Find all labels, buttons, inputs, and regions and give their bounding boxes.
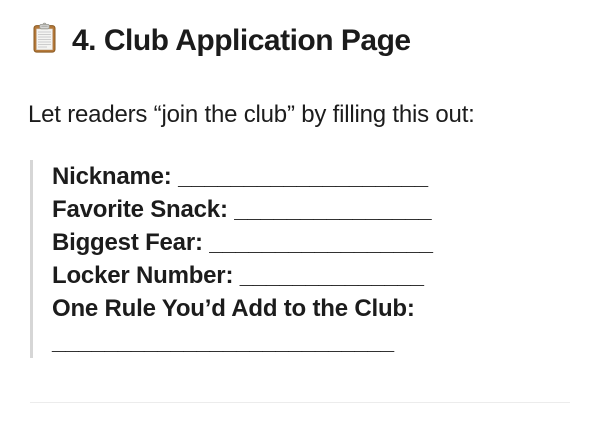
club-application-blockquote [30,160,572,358]
form-field-label: One Rule You’d Add to the Club: [52,295,415,322]
form-field-label: Nickname: [52,163,172,190]
form-field-blank: _________________ [209,229,433,256]
intro-text: Let readers “join the club” by filling this out: [28,101,475,128]
form-field-line [52,193,572,226]
form-field-blank: ______________ [239,262,424,289]
form-field-line [52,259,572,292]
page-title: 4. Club Application Page [72,24,411,57]
form-field-line [52,160,572,193]
form-field-line [52,226,572,259]
document-page [0,22,600,444]
form-field-blank: __________________________ [52,328,394,355]
form-field-label: Favorite Snack: [52,196,228,223]
form-field-label: Locker Number: [52,262,234,289]
form-lines [52,160,572,358]
form-field-label: Biggest Fear: [52,229,203,256]
clipboard-icon [28,22,61,60]
section-divider [30,402,570,403]
page-heading [28,22,572,60]
form-field-line [52,292,572,358]
form-field-blank: ___________________ [178,163,428,190]
form-field-blank: _______________ [234,196,432,223]
